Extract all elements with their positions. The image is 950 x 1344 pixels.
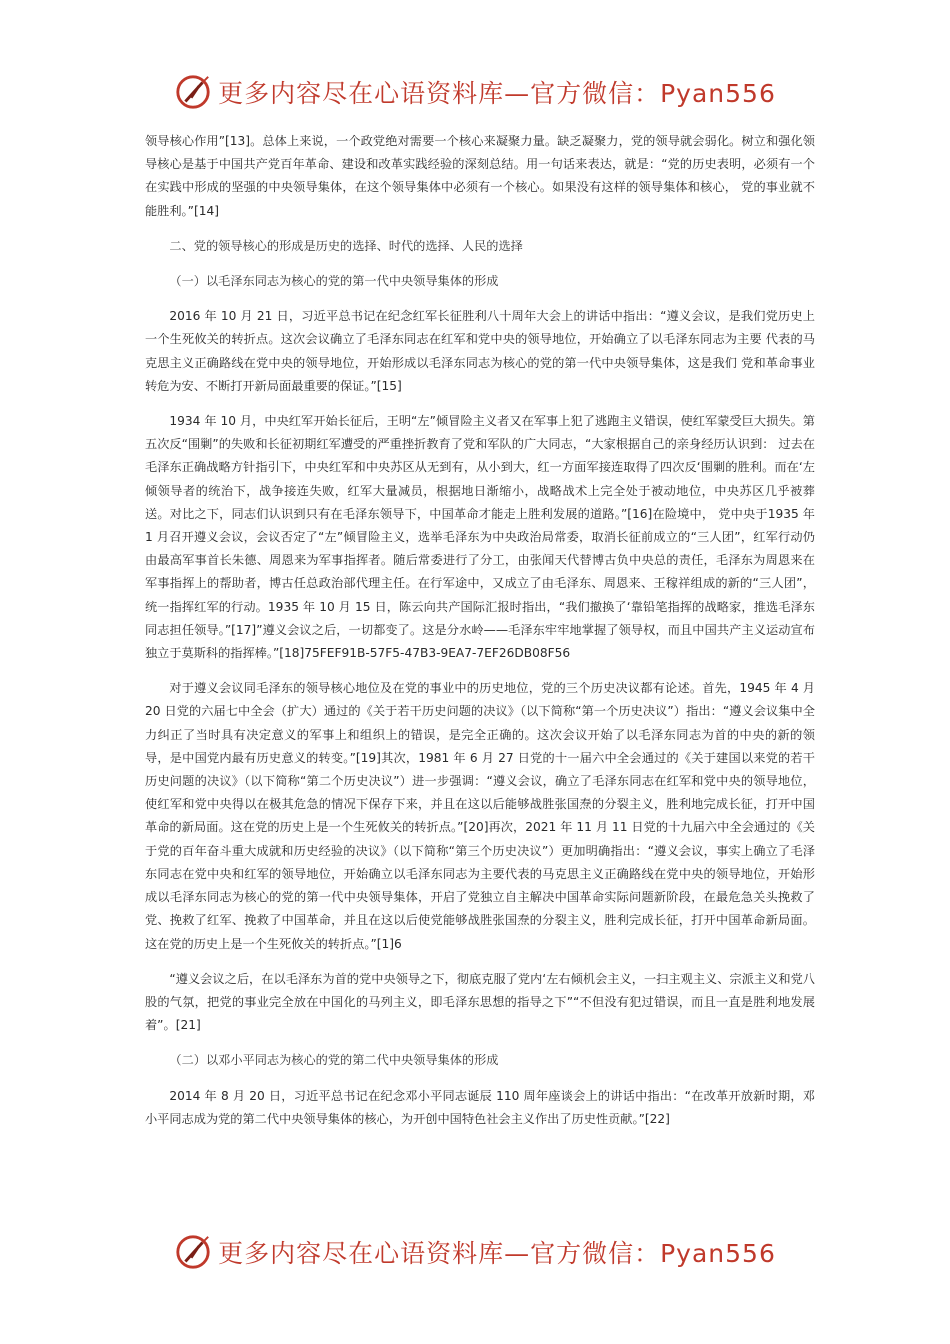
quill-logo-icon <box>174 1233 212 1271</box>
paragraph-after-zunyi: “遵义会议之后，在以毛泽东为首的党中央领导之下，彻底克服了党内‘左右倾机会主义，一扫主观主义、宗派主义和党八股的气氛，把党的事业完全放在中国化的马列主义，即毛泽东思想的指导之下”“不但没有犯过错误，而且一直是胜利地发展着”。[21] <box>145 971 815 1033</box>
top-banner <box>0 70 950 114</box>
bottom-banner <box>0 1230 950 1274</box>
paragraph-deng-speech: 2014 年 8 月 20 日，习近平总书记在纪念邓小平同志诞辰 110 周年座谈会上的讲话中指出：“在改革开放新时期，邓小平同志成为党的第二代中央领导集体的核心，为开创中国特色社会主义作出了历史性贡献。”[22] <box>145 1088 815 1126</box>
paragraph-long-march: 1934 年 10 月，中央红军开始长征后，王明“左”倾冒险主义者又在军事上犯了逃跑主义错误，使红军蒙受巨大损失。第五次反“围剿”的失败和长征初期红军遭受的严重挫折教育了党和军队的广大同志，“大家根据自己的亲身经历认识到： 过去在毛泽东正确战略方针指引下，中央红军和中央苏区从无到有，从小到大，红一方面军接连取得了四次反‘围剿的胜利。而在‘左倾领导者的统治下，战争接连失败，红军大量减员，根据地日渐缩小，战略战术上完全处于被动地位，中央苏区几乎被葬送。对比之下，同志们认识到只有在毛泽东领导下，中国革命才能走上胜利发展的道路。”[16]在险境中， 党中央于1935 年 1 月召开遵义会议，会议否定了“左”倾冒险主义，选举毛泽东为中央政治局常委，取消长征前成立的“三人团”，红军行动仍由最高军事首长朱德、周恩来为军事指挥者。随后常委进行了分工，由张闻天代替博古负中央总的责任，毛泽东为周恩来在军事指挥上的帮助者，博古任总政治部代理主任。在行军途中，又成立了由毛泽东、周恩来、王稼祥组成的新的“三人团”，统一指挥红军的行动。1935 年 10 月 15 日，陈云向共产国际汇报时指出，“我们撤换了‘靠铅笔指挥的战略家，推选毛泽东同志担任领导。”[17]”遵义会议之后，一切都变了。这是分水岭——毛泽东牢牢地掌握了领导权，而且中国共产主义运动宣布独立于莫斯科的指挥棒。”[18]75FEF91B-57F5-47B3-9EA7-7EF26DB08F56 <box>145 414 815 661</box>
document-body <box>145 130 815 1143</box>
banner-text: 更多内容尽在心语资料库—官方微信：Pyan556 <box>218 79 776 108</box>
subsection-heading-2: （二）以邓小平同志为核心的党的第二代中央领导集体的形成 <box>169 1053 499 1068</box>
paragraph-zunyi-speech: 2016 年 10 月 21 日，习近平总书记在纪念红军长征胜利八十周年大会上的讲话中指出：“遵义会议，是我们党历史上一个生死攸关的转折点。这次会议确立了毛泽东同志在红军和党中央的领导地位，开始确立了以毛泽东同志为主要 代表的马克思主义正确路线在党中央的领导地位，开始形成以毛泽东同志为核心的党的第一代中央领导集体，这是我们 党和革命事业转危为安、不断打开新局面最重要的保证。”[15] <box>145 309 815 393</box>
paragraph-intro: 领导核心作用”[13]。总体上来说，一个政党绝对需要一个核心来凝聚力量。缺乏凝聚力，党的领导就会弱化。树立和强化领导核心是基于中国共产党百年革命、建设和改革实践经验的深刻总结。用一句话来表达，就是：“党的历史表明，必须有一个在实践中形成的坚强的中央领导集体，在这个领导集体中必须有一个核心。如果没有这样的领导集体和核心， 党的事业就不能胜利。”[14] <box>145 134 815 218</box>
banner-text: 更多内容尽在心语资料库—官方微信：Pyan556 <box>218 1239 776 1268</box>
paragraph-history-resolutions: 对于遵义会议同毛泽东的领导核心地位及在党的事业中的历史地位，党的三个历史决议都有论述。首先，1945 年 4 月 20 日党的六届七中全会（扩大）通过的《关于若干历史问题的决议》（以下简称“第一个历史决议”）指出：“遵义会议集中全力纠正了当时具有决定意义的军事上和组织上的错误，是完全正确的。这次会议开始了以毛泽东同志为首的中央的新的领导，是中国党内最有历史意义的转变。”[19]其次，1981 年 6 月 27 日党的十一届六中全会通过的《关于建国以来党的若干历史问题的决议》（以下简称“第二个历史决议”）进一步强调：“遵义会议，确立了毛泽东同志在红军和党中央的领导地位，使红军和党中央得以在极其危急的情况下保存下来，并且在这以后能够战胜张国焘的分裂主义，胜利地完成长征，打开中国革命的新局面。这在党的历史上是一个生死攸关的转折点。”[20]再次，2021 年 11 月 11 日党的十九届六中全会通过的《关于党的百年奋斗重大成就和历史经验的决议》（以下简称“第三个历史决议”）更加明确指出：“遵义会议，事实上确立了毛泽东同志在党中央和红军的领导地位，开始确立以毛泽东同志为主要代表的马克思主义正确路线在党中央的领导地位，开始形成以毛泽东同志为核心的党的第一代中央领导集体，开启了党独立自主解决中国革命实际问题新阶段，在最危急关头挽救了党、挽救了红军、挽救了中国革命，并且在这以后使党能够战胜张国焘的分裂主义，胜利完成长征，打开中国革命新局面。这在党的历史上是一个生死攸关的转折点。”[1]6 <box>145 681 815 951</box>
quill-logo-icon <box>174 73 212 111</box>
subsection-heading-1: （一）以毛泽东同志为核心的党的第一代中央领导集体的形成 <box>169 274 499 289</box>
section-heading-2: 二、党的领导核心的形成是历史的选择、时代的选择、人民的选择 <box>169 238 523 253</box>
